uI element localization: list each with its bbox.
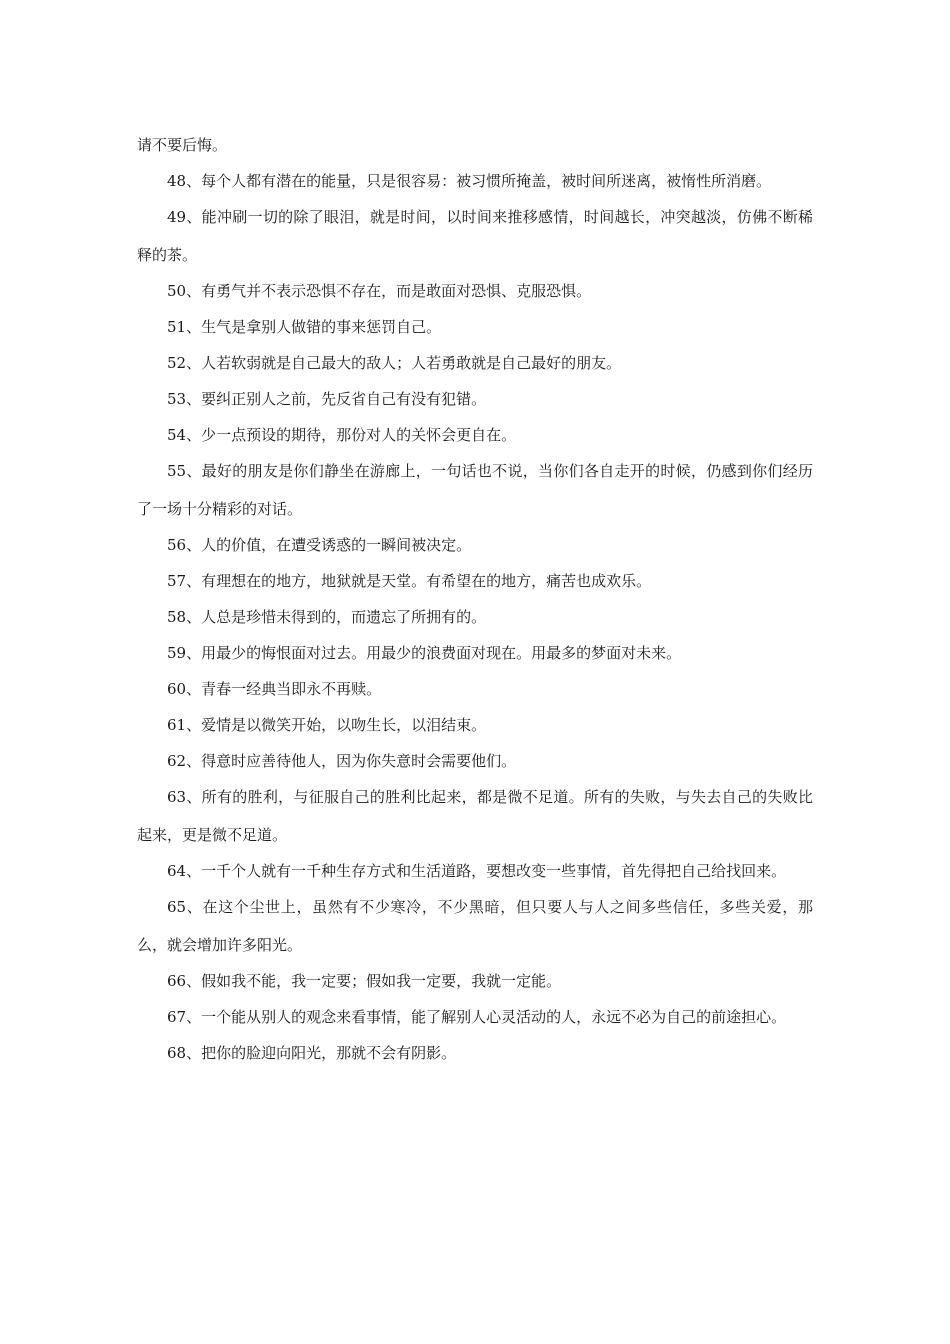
quote-item-49: 49、能冲刷一切的除了眼泪，就是时间，以时间来推移感情，时间越长，冲突越淡，仿佛不断稀释的茶。 [137,208,813,264]
quote-item-54: 54、少一点预设的期待，那份对人的关怀会更自在。 [167,426,517,444]
quote-item-64: 64、一千个人就有一千种生存方式和生活道路，要想改变一些事情，首先得把自己给找回来。 [167,862,787,880]
quote-item-56: 56、人的价值，在遭受诱惑的一瞬间被决定。 [167,536,472,554]
quote-item-55: 55、最好的朋友是你们静坐在游廊上，一句话也不说，当你们各自走开的时候，仍感到你们经历了一场十分精彩的对话。 [137,462,813,518]
quote-item-51: 51、生气是拿别人做错的事来惩罚自己。 [167,318,442,336]
document-body [137,126,813,1072]
quote-item-53: 53、要纠正别人之前，先反省自己有没有犯错。 [167,390,487,408]
quote-item-63: 63、所有的胜利，与征服自己的胜利比起来，都是微不足道。所有的失败，与失去自己的失败比起来，更是微不足道。 [137,788,813,844]
quote-item-50: 50、有勇气并不表示恐惧不存在，而是敢面对恐惧、克服恐惧。 [167,282,592,300]
quote-item-66: 66、假如我不能，我一定要；假如我一定要，我就一定能。 [167,972,562,990]
quote-item-68: 68、把你的脸迎向阳光，那就不会有阴影。 [167,1044,457,1062]
quote-item-61: 61、爱情是以微笑开始，以吻生长，以泪结束。 [167,716,487,734]
quote-item-60: 60、青春一经典当即永不再赎。 [167,680,382,698]
continuation-paragraph: 请不要后悔。 [137,136,228,154]
quote-item-62: 62、得意时应善待他人，因为你失意时会需要他们。 [167,752,517,770]
quote-item-59: 59、用最少的悔恨面对过去。用最少的浪费面对现在。用最多的梦面对未来。 [167,644,682,662]
quote-item-57: 57、有理想在的地方，地狱就是天堂。有希望在的地方，痛苦也成欢乐。 [167,572,652,590]
quote-item-48: 48、每个人都有潜在的能量，只是很容易：被习惯所掩盖，被时间所迷离，被惰性所消磨。 [167,172,772,190]
quote-item-52: 52、人若软弱就是自己最大的敌人；人若勇敢就是自己最好的朋友。 [167,354,622,372]
quote-item-67: 67、一个能从别人的观念来看事情，能了解别人心灵活动的人，永远不必为自己的前途担心。 [167,1008,787,1026]
quote-item-65: 65、在这个尘世上，虽然有不少寒冷，不少黑暗，但只要人与人之间多些信任，多些关爱，那么，就会增加许多阳光。 [137,898,813,954]
quote-item-58: 58、人总是珍惜未得到的，而遗忘了所拥有的。 [167,608,487,626]
